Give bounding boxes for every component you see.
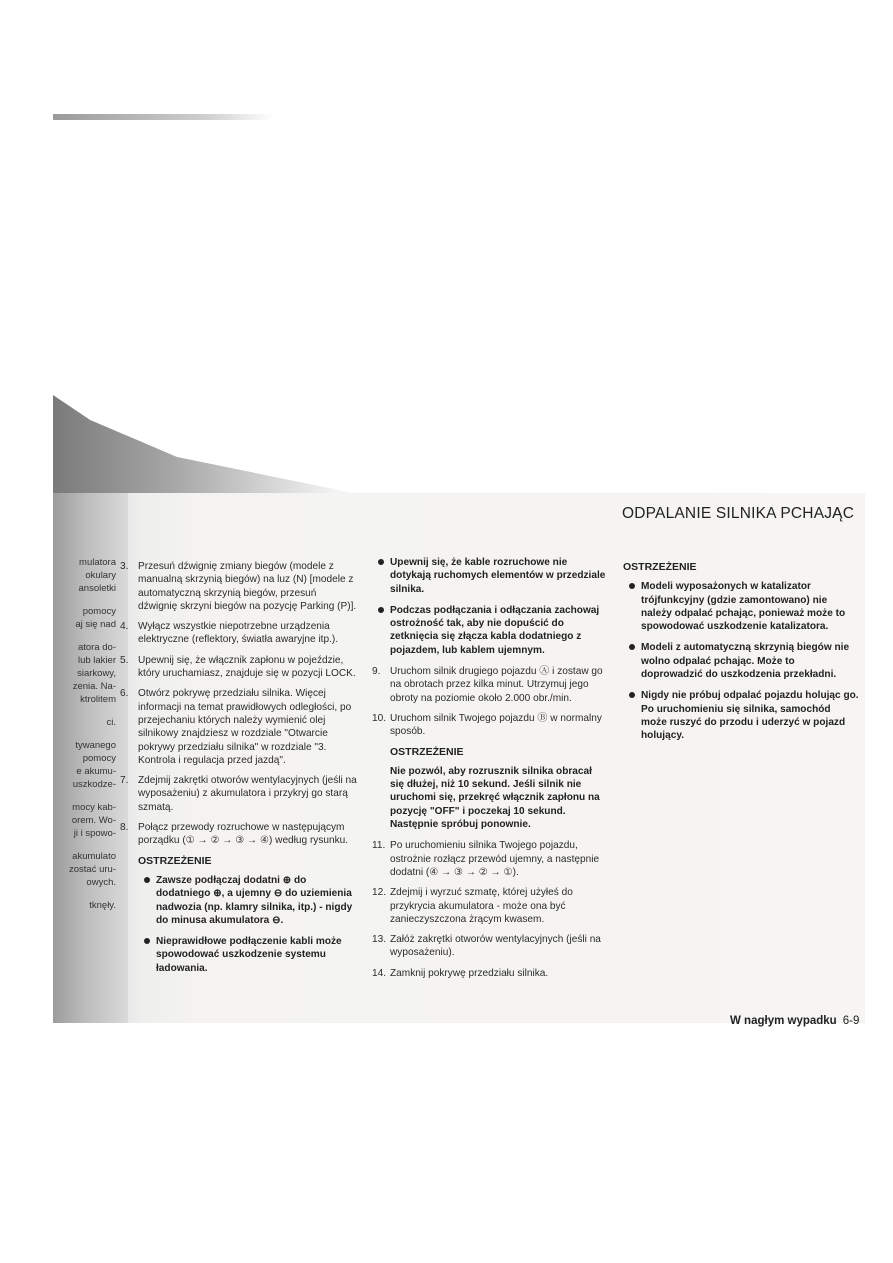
col3-warning-bullets	[623, 580, 859, 742]
bleed-line: owych.	[86, 877, 116, 888]
warning-bullet	[372, 556, 608, 596]
list-item	[120, 821, 358, 848]
item-number: 4.	[120, 621, 129, 633]
bleed-line: ktrolitem	[80, 694, 116, 705]
item-number: 13.	[372, 934, 387, 946]
list-item	[372, 933, 608, 960]
warning-bullet	[623, 689, 859, 742]
bleed-line: pomocy	[82, 606, 116, 617]
bleed-line: aj się nad	[75, 619, 116, 630]
bullet-text: Upewnij się, że kable rozruchowe nie dotykają ruchomych elementów w przedziale silnika.	[390, 557, 606, 595]
item-text: Uruchom silnik Twojego pojazdu Ⓑ w normalny sposób.	[390, 712, 602, 738]
list-item	[120, 620, 358, 647]
list-item	[372, 712, 608, 739]
bleed-line: zostać uru-	[69, 864, 116, 875]
bleed-line: uszkodze-	[72, 779, 116, 790]
warning-text: Nie pozwól, aby rozrusznik silnika obracał się dłużej, niż 10 sekund. Jeśli silnik nie uruchomi się, przekręć włącznik zapłonu na pozycję "OFF" i poczekaj 10 sekund. Następnie spróbuj ponownie.	[390, 765, 600, 831]
list-item	[372, 839, 608, 879]
bleed-line: orem. Wo-	[71, 815, 116, 826]
bullet-dot-icon	[372, 604, 390, 657]
bullet-text: Modeli z automatyczną skrzynią biegów nie wolno odpalać pchając. Może to doprowadzić do uszkodzenia przekładni.	[641, 642, 850, 681]
column-2	[372, 556, 608, 987]
item-text: Przesuń dźwignię zmiany biegów (modele z manualną skrzynią biegów) na luz (N) [modele z automatyczną skrzynią biegów, przesuń dźwignię skrzyni biegów na pozycję Parking (P)].	[138, 561, 357, 612]
bleed-line: mulatora	[79, 557, 116, 568]
item-text: Załóż zakrętki otworów wentylacyjnych (jeśli na wyposażeniu).	[390, 934, 601, 959]
warning-bullet	[138, 935, 358, 975]
bleed-line: lub lakier	[77, 655, 116, 666]
page-title: ODPALANIE SILNIKA PCHAJĄC	[622, 505, 855, 522]
bleed-line: akumulato	[72, 851, 116, 862]
item-text: Zdejmij zakrętki otworów wentylacyjnych (jeśli na wyposażeniu) z akumulatora i przykryj go starą szmatą.	[138, 775, 357, 813]
bleed-line: okulary	[85, 570, 116, 581]
list-item	[372, 665, 608, 705]
bleed-line: e akumu-	[76, 766, 116, 777]
item-text: Otwórz pokrywę przedziału silnika. Więcej informacji na temat prawidłowych odległości, po przejechaniu których należy wymienić olej silnikowy znajdziesz w rozdziale "Otwarcie pokrywy przedziału silnika" w rozdziale "3. Kontrola i regulacja przed jazdą".	[138, 688, 352, 766]
list-item	[120, 654, 358, 681]
warning-bullet	[623, 580, 859, 633]
list-item	[120, 774, 358, 814]
item-text: Po uruchomieniu silnika Twojego pojazdu, ostrożnie rozłącz przewód ujemny, a następnie dodatni (④ → ③ → ② → ①).	[390, 840, 600, 878]
bullet-dot-icon	[372, 556, 390, 596]
bullet-text: Nigdy nie próbuj odpalać pojazdu holując go. Po uruchomieniu się silnika, samochód może ruszyć do przodu i uderzyć w pojazd holujący.	[641, 690, 859, 742]
bullet-dot-icon	[623, 580, 641, 633]
bullet-text: Podczas podłączania i odłączania zachowaj ostrożność tak, aby nie dopuścić do zetknięcia się złącza kabla dodatniego z pojazdem, lub kablem ujemnym.	[390, 604, 600, 656]
bullet-dot-icon	[623, 641, 641, 681]
bleed-line: ansoletki	[78, 583, 116, 594]
bullet-dot-icon	[138, 935, 156, 975]
item-number: 7.	[120, 775, 129, 787]
bullet-dot-icon	[623, 689, 641, 742]
item-text: Uruchom silnik drugiego pojazdu Ⓐ i zostaw go na obrotach przez kilka minut. Utrzymuj jego obroty na poziomie około 2.000 obr./min.	[390, 666, 603, 704]
list-item	[372, 886, 608, 926]
item-text: Upewnij się, że włącznik zapłonu w pojeździe, który uruchamiasz, znajduje się w pozycji LOCK.	[138, 654, 356, 680]
bleed-line: tknęły.	[89, 900, 116, 911]
warning-bullet	[623, 641, 859, 681]
bleed-line: pomocy	[82, 753, 116, 764]
bleed-line: atora do-	[77, 642, 116, 653]
footer-section: W nagłym wypadku	[730, 1015, 837, 1027]
bullet-text: Zawsze podłączaj dodatni ⊕ do dodatniego ⊕, a ujemny ⊖ do uziemienia nadwozia (np. klamry silnika, itp.) - nigdy do minusa akumulatora ⊖.	[156, 874, 353, 926]
col2-steps-a	[372, 665, 608, 738]
item-text: Zdejmij i wyrzuć szmatę, której użyłeś do przykrycia akumulatora - może ona być zanieczyszczona żrącym kwasem.	[390, 887, 573, 925]
item-number: 14.	[372, 967, 387, 979]
item-text: Połącz przewody rozruchowe w następującym porządku (① → ② → ③ → ④) według rysunku.	[138, 822, 349, 847]
item-number: 12.	[372, 887, 387, 899]
page-number: 6-9	[842, 1015, 860, 1027]
bleed-line: zenia. Na-	[72, 681, 116, 692]
list-item	[372, 967, 608, 980]
column-3	[623, 556, 859, 751]
item-text: Wyłącz wszystkie niepotrzebne urządzenia elektryczne (reflektory, światła awaryjne itp.).	[138, 621, 339, 646]
left-bleed-text	[54, 556, 116, 912]
item-number: 3.	[120, 561, 129, 572]
bullet-text: Modeli wyposażonych w katalizator trójfunkcyjny (gdzie zamontowano) nie należy odpalać pchając, ponieważ może to spowodować uszkodzenie katalizatora.	[641, 581, 846, 633]
bleed-line: siarkowy,	[77, 668, 116, 679]
column-1	[120, 560, 358, 983]
col2-steps-b	[372, 839, 608, 980]
warning-title: OSTRZEŻENIE	[390, 745, 464, 758]
col2-bullets	[372, 556, 608, 657]
bleed-line: ji i spowo-	[73, 828, 116, 839]
warning-title: OSTRZEŻENIE	[623, 561, 697, 573]
scan-top-rule	[53, 114, 273, 120]
bullet-dot-icon	[138, 874, 156, 927]
item-number: 10.	[372, 712, 387, 724]
scan-shadow-wedge	[53, 395, 363, 495]
col1-warning-bullets	[120, 874, 358, 975]
item-number: 8.	[120, 822, 129, 834]
list-item	[120, 560, 358, 613]
item-number: 6.	[120, 688, 129, 700]
bleed-line: mocy kab-	[72, 802, 116, 813]
warning-title: OSTRZEŻENIE	[138, 854, 212, 867]
bleed-line: ci.	[106, 717, 116, 728]
item-text: Zamknij pokrywę przedziału silnika.	[390, 967, 549, 979]
item-number: 5.	[120, 654, 129, 666]
bullet-text: Nieprawidłowe podłączenie kabli może spowodować uszkodzenie systemu ładowania.	[156, 936, 342, 974]
item-number: 9.	[372, 666, 381, 678]
list-item	[120, 687, 358, 767]
col1-steps	[120, 560, 358, 848]
warning-bullet	[372, 604, 608, 657]
bleed-line: tywanego	[75, 740, 116, 751]
warning-bullet	[138, 874, 358, 927]
page-footer	[730, 1015, 859, 1027]
item-number: 11.	[372, 840, 386, 852]
